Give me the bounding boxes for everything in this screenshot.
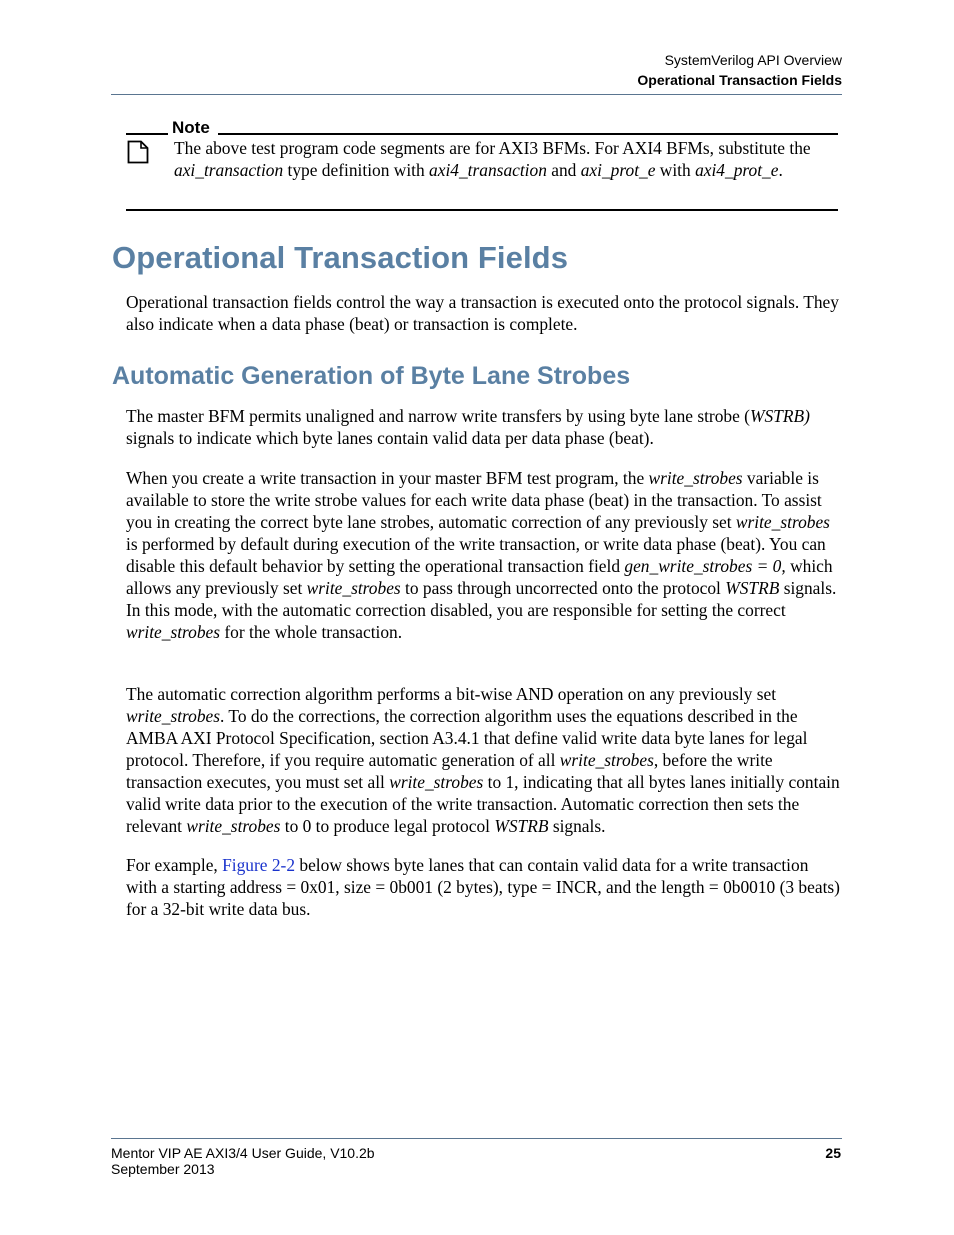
paragraph-write-strobes: When you create a write transaction in your master BFM test program, the write_strobes variable is available to store the write strobe values for each write data phase (beat) in the transaction. To assist you in creating the correct byte lane strobes, automatic correction of any previously set write_strobes is performed by default during execution of the write transaction, or write data phase (beat). You can disable this default behavior by setting the operational transaction field gen_write_strobes = 0, which allows any previously set write_strobes to pass through uncorrected onto the protocol WSTRB signals. In this mode, with the automatic correction disabled, you are responsible for setting the correct write_strobes for the whole transaction. [126,468,837,642]
footer-rule [111,1138,842,1139]
footer-date: September 2013 [111,1161,215,1177]
running-header-section: SystemVerilog API Overview [664,52,842,68]
note-bottom-rule [126,209,838,211]
figure-link[interactable]: Figure 2-2 [222,855,296,875]
header-rule [111,94,842,95]
section-heading: Operational Transaction Fields [112,240,569,275]
page-number: 25 [825,1145,841,1161]
paragraph-wstrb: The master BFM permits unaligned and narrow write transfers by using byte lane strobe (WSTRB) signals to indicate which byte lanes contain valid data per data phase (beat). [126,406,810,448]
running-header-subsection: Operational Transaction Fields [637,72,842,88]
footer-document-title: Mentor VIP AE AXI3/4 User Guide, V10.2b [111,1145,375,1161]
note-text: The above test program code segments are for AXI3 BFMs. For AXI4 BFMs, substitute the axi_transaction type definition with axi4_transaction and axi_prot_e with axi4_prot_e. [174,138,811,180]
note-page-icon [127,140,149,164]
note-top-rule-left [126,133,168,135]
paragraph-correction-algorithm: The automatic correction algorithm performs a bit-wise AND operation on any previously set write_strobes. To do the corrections, the correction algorithm uses the equations described in the AMBA AXI Protocol Specification, section A3.4.1 that define valid write data byte lanes for legal protocol. Therefore, if you require automatic generation of all write_strobes, before the write transaction executes, you must set all write_strobes to 1, indicating that all bytes lanes initially contain valid write data prior to the execution of the write transaction. Automatic correction then sets the relevant write_strobes to 0 to produce legal protocol WSTRB signals. [126,684,840,836]
note-label: Note [172,118,210,137]
intro-paragraph: Operational transaction fields control the way a transaction is executed onto the protocol signals. They also indicate when a data phase (beat) or transaction is complete. [126,292,839,334]
paragraph-example: For example, Figure 2-2 below shows byte lanes that can contain valid data for a write transaction with a starting address = 0x01, size = 0b001 (2 bytes), type = INCR, and the length = 0b0010 (3 beats) for a 32-bit write data bus. [126,855,840,919]
note-top-rule-right [218,133,838,135]
subsection-heading: Automatic Generation of Byte Lane Strobes [112,362,631,390]
